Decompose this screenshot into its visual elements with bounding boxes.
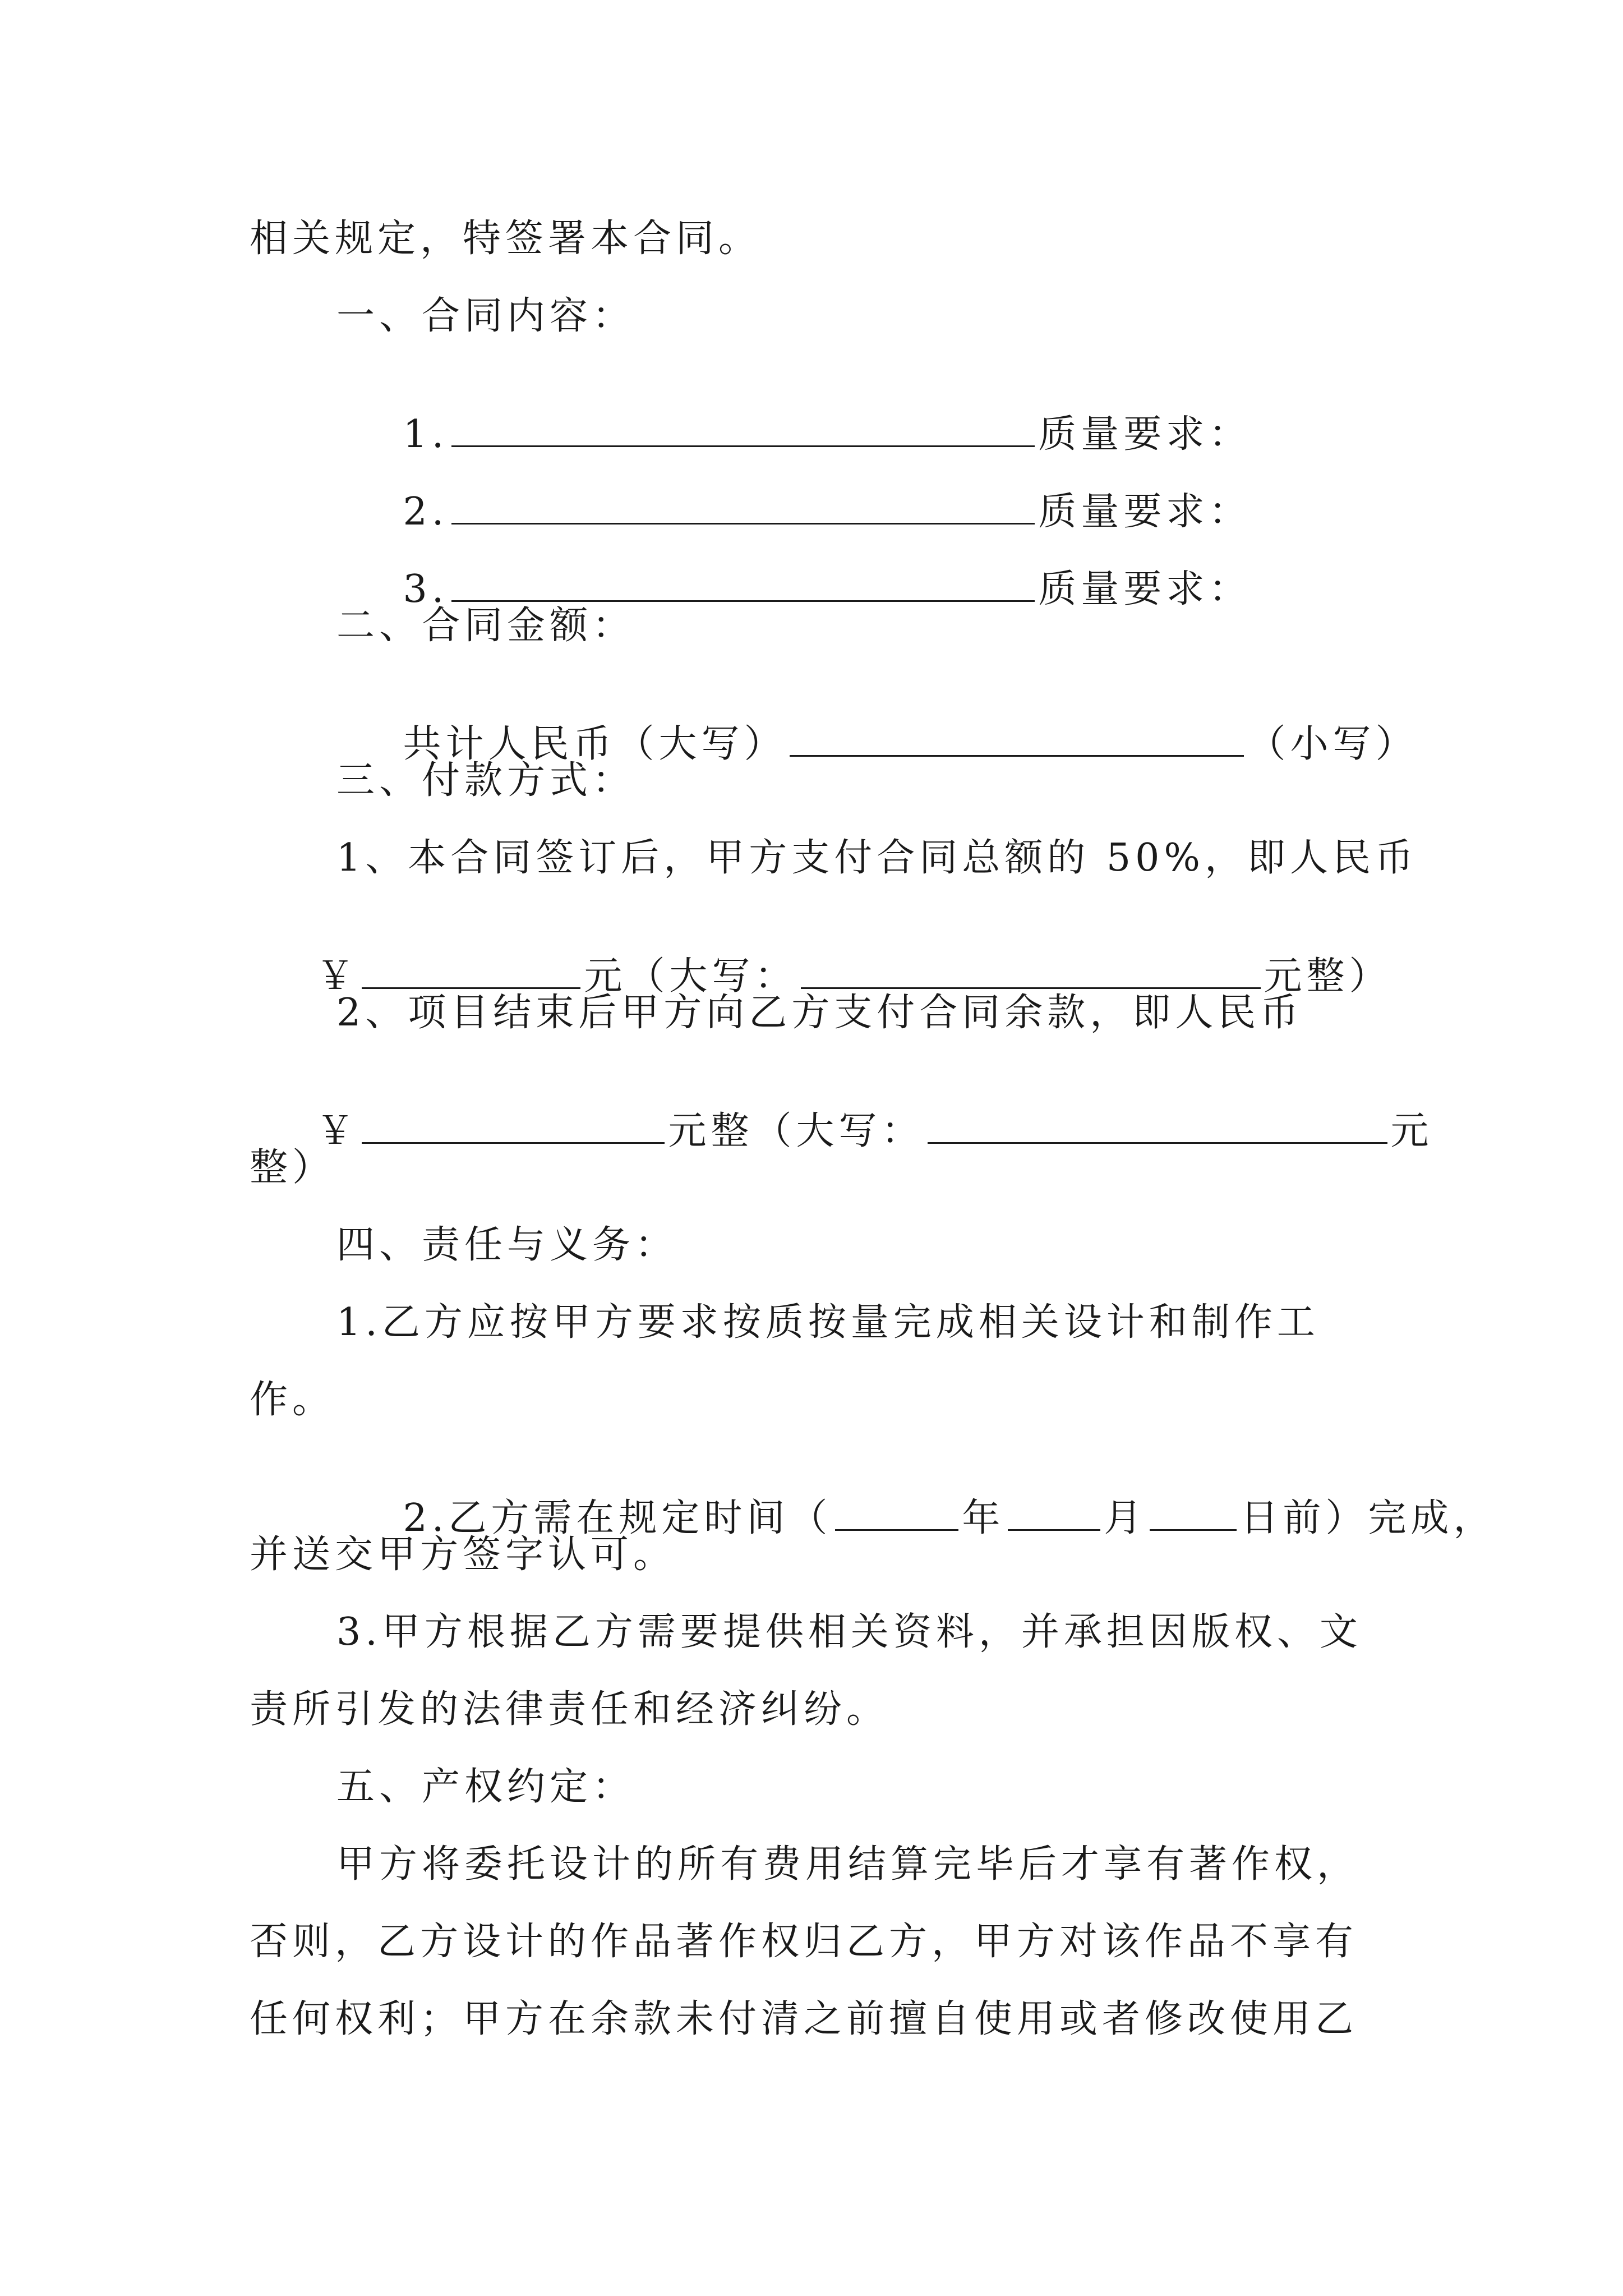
blank-line bbox=[1008, 1497, 1100, 1531]
amount-uppercase-label: 共计人民币（大写） bbox=[403, 722, 787, 766]
deadline-label: 2.乙方需在规定时间（ bbox=[403, 1496, 832, 1540]
blank-line bbox=[451, 413, 1035, 447]
duty-3-continuation: 责所引发的法律责任和经济纠纷。 bbox=[250, 1687, 889, 1732]
duty-1-line: 1.乙方应按甲方要求按质按量完成相关设计和制作工 bbox=[336, 1300, 1320, 1345]
blank-line bbox=[362, 1110, 665, 1144]
section-3-heading: 三、付款方式： bbox=[336, 758, 635, 803]
property-paragraph-line-3: 任何权利；甲方在余款未付清之前擅自使用或者修改使用乙 bbox=[250, 1997, 1358, 2041]
yuan-symbol: ￥ bbox=[316, 1109, 359, 1153]
quality-requirement-label: 质量要求： bbox=[1038, 567, 1252, 611]
property-paragraph-line-2: 否则，乙方设计的作品著作权归乙方，甲方对该作品不享有 bbox=[250, 1920, 1358, 1964]
blank-line bbox=[451, 490, 1035, 524]
yuan-whole-label: 元整） bbox=[1264, 954, 1392, 999]
section-2-heading: 二、合同金额： bbox=[336, 604, 635, 648]
blank-line bbox=[835, 1497, 958, 1531]
intro-line: 相关规定，特签署本合同。 bbox=[250, 217, 762, 261]
year-label: 年 bbox=[962, 1496, 1005, 1540]
payment-2-amount-line bbox=[250, 1071, 1433, 1189]
section-4-heading: 四、责任与义务： bbox=[336, 1223, 678, 1267]
blank-line bbox=[790, 723, 1244, 757]
section-1-heading: 一、合同内容： bbox=[336, 294, 635, 338]
duty-1-continuation: 作。 bbox=[250, 1378, 335, 1422]
property-paragraph-line-1: 甲方将委托设计的所有费用结算完毕后才享有著作权， bbox=[336, 1842, 1360, 1887]
blank-line bbox=[362, 955, 580, 989]
day-label: 日前）完成， bbox=[1240, 1496, 1496, 1540]
item-number: 1. bbox=[403, 412, 449, 457]
item-number: 2. bbox=[403, 490, 449, 534]
item-number: 3. bbox=[403, 567, 449, 611]
yuan-label: 元 bbox=[1390, 1109, 1433, 1153]
blank-line bbox=[451, 568, 1035, 602]
duty-2-continuation: 并送交甲方签字认可。 bbox=[250, 1533, 676, 1577]
yuan-uppercase-label: 元整（大写： bbox=[668, 1109, 924, 1153]
section-5-heading: 五、产权约定： bbox=[336, 1765, 635, 1809]
duty-3-line: 3.甲方根据乙方需要提供相关资料，并承担因版权、文 bbox=[336, 1610, 1362, 1654]
blank-line bbox=[801, 955, 1261, 989]
blank-line bbox=[1150, 1497, 1237, 1531]
yuan-symbol: ￥ bbox=[316, 954, 359, 999]
amount-lowercase-label: （小写） bbox=[1247, 722, 1418, 766]
yuan-uppercase-label: 元（大写： bbox=[584, 954, 797, 999]
month-label: 月 bbox=[1104, 1496, 1147, 1540]
payment-1-line: 1、本合同签订后，甲方支付合同总额的 50%，即人民币 bbox=[336, 836, 1418, 880]
quality-requirement-label: 质量要求： bbox=[1038, 412, 1252, 457]
quality-requirement-label: 质量要求： bbox=[1038, 490, 1252, 534]
payment-2-line: 2、项目结束后甲方向乙方支付合同余款，即人民币 bbox=[336, 991, 1303, 1035]
blank-line bbox=[928, 1110, 1387, 1144]
payment-2-continuation: 整） bbox=[250, 1145, 335, 1190]
